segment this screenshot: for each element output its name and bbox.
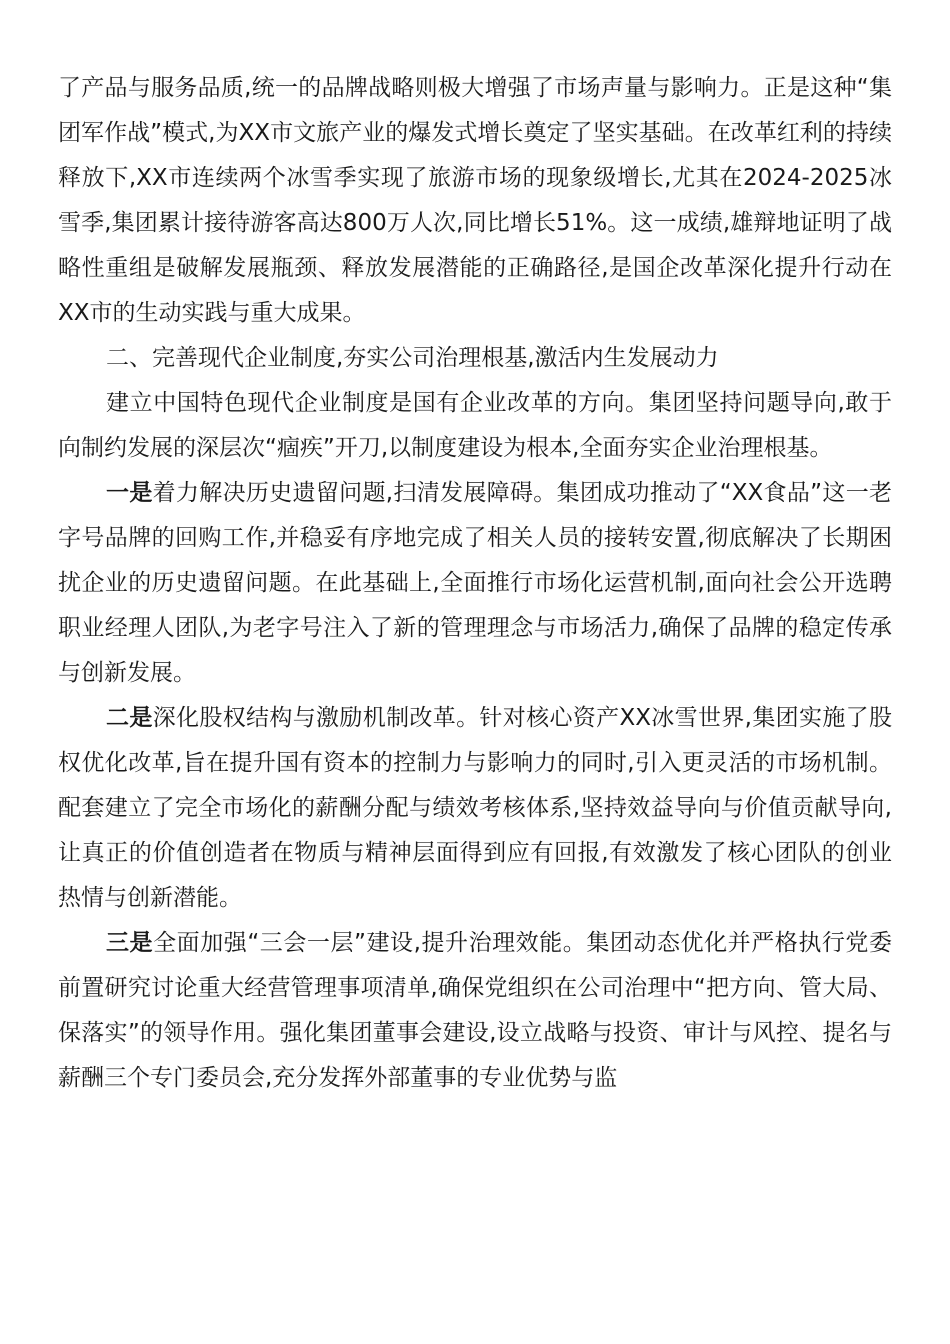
paragraph-point-1	[58, 471, 892, 696]
point-1-text: 着力解决历史遗留问题,扫清发展障碍。集团成功推动了“XX食品”这一老字号品牌的回购工作,并稳妥有序地完成了相关人员的接转安置,彻底解决了长期困扰企业的历史遗留问题。在此基础上,全面推行市场化运营机制,面向社会公开选聘职业经理人团队,为老字号注入了新的管理理念与市场活力,确保了品牌的稳定传承与创新发展。	[58, 480, 893, 686]
point-1-lead: 一是	[106, 480, 153, 506]
point-3-lead: 三是	[106, 930, 154, 956]
paragraph-point-3	[58, 921, 892, 1101]
point-3-text: 全面加强“三会一层”建设,提升治理效能。集团动态优化并严格执行党委前置研究讨论重大经营管理事项清单,确保党组织在公司治理中“把方向、管大局、保落实”的领导作用。强化集团董事会建设,设立战略与投资、审计与风控、提名与薪酬三个专门委员会,充分发挥外部董事的专业优势与监	[58, 930, 892, 1091]
paragraph-intro: 建立中国特色现代企业制度是国有企业改革的方向。集团坚持问题导向,敢于向制约发展的深层次“痼疾”开刀,以制度建设为根本,全面夯实企业治理根基。	[58, 390, 892, 461]
section-heading: 二、完善现代企业制度,夯实公司治理根基,激活内生发展动力	[106, 345, 719, 371]
paragraph-continuation: 了产品与服务品质,统一的品牌战略则极大增强了市场声量与影响力。正是这种“集团军作战”模式,为XX市文旅产业的爆发式增长奠定了坚实基础。在改革红利的持续释放下,XX市连续两个冰雪季实现了旅游市场的现象级增长,尤其在2024-2025冰雪季,集团累计接待游客高达800万人次,同比增长51%。这一成绩,雄辩地证明了战略性重组是破解发展瓶颈、释放发展潜能的正确路径,是国企改革深化提升行动在XX市的生动实践与重大成果。	[58, 75, 892, 326]
point-2-lead: 二是	[106, 705, 153, 731]
point-2-text: 深化股权结构与激励机制改革。针对核心资产XX冰雪世界,集团实施了股权优化改革,旨在提升国有资本的控制力与影响力的同时,引入更灵活的市场机制。配套建立了完全市场化的薪酬分配与绩效考核体系,坚持效益导向与价值贡献导向,让真正的价值创造者在物质与精神层面得到应有回报,有效激发了核心团队的创业热情与创新潜能。	[58, 705, 893, 911]
paragraph-point-2	[58, 696, 892, 921]
document-page	[58, 66, 892, 1101]
